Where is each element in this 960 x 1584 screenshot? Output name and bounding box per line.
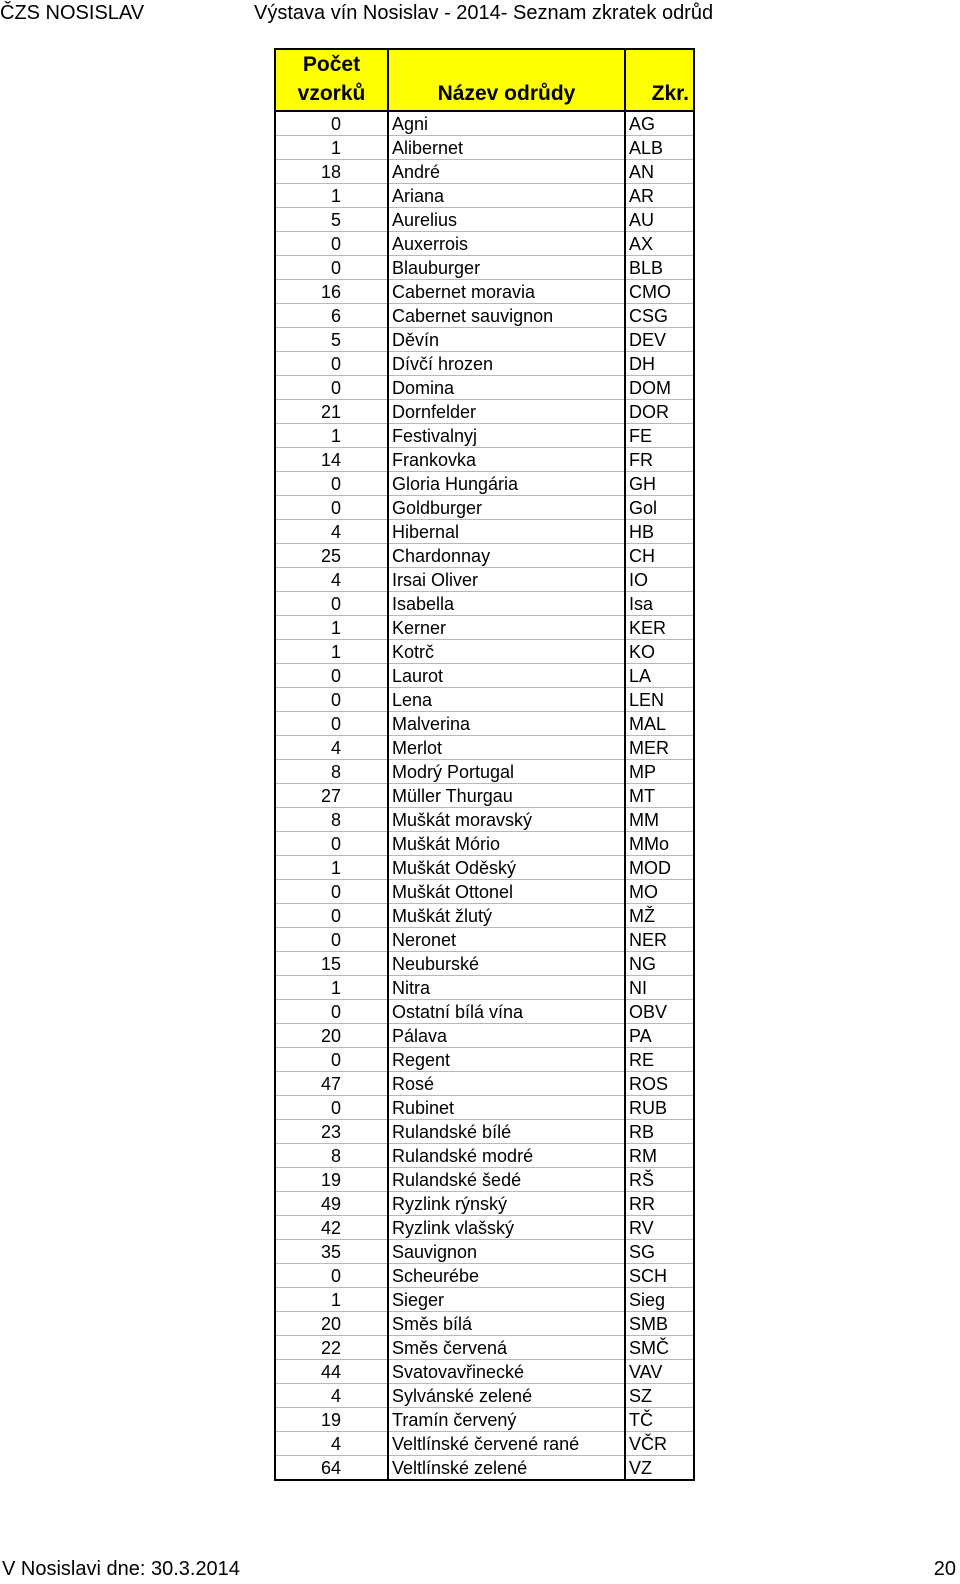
sample-count-cell: 25	[275, 544, 388, 568]
variety-name-cell: Lena	[388, 688, 625, 712]
table-row	[275, 592, 694, 616]
variety-name-cell: Rulandské modré	[388, 1144, 625, 1168]
table-row	[275, 136, 694, 160]
table-row	[275, 304, 694, 328]
sample-count-cell: 20	[275, 1312, 388, 1336]
sample-count-cell: 21	[275, 400, 388, 424]
table-row	[275, 256, 694, 280]
document-title: Výstava vín Nosislav - 2014- Seznam zkratek odrůd	[254, 2, 714, 24]
table-row	[275, 1192, 694, 1216]
table-row	[275, 928, 694, 952]
variety-name-cell: Merlot	[388, 736, 625, 760]
table-row	[275, 544, 694, 568]
variety-name-cell: Irsai Oliver	[388, 568, 625, 592]
abbreviation-cell: VČR	[625, 1432, 694, 1456]
abbreviation-cell: AG	[625, 111, 694, 136]
footer-date: V Nosislavi dne: 30.3.2014	[2, 1558, 240, 1580]
table-row	[275, 400, 694, 424]
abbreviation-cell: SG	[625, 1240, 694, 1264]
abbreviation-cell: KO	[625, 640, 694, 664]
sample-count-cell: 0	[275, 352, 388, 376]
table-row	[275, 328, 694, 352]
sample-count-cell: 0	[275, 832, 388, 856]
variety-name-cell: Pálava	[388, 1024, 625, 1048]
column-header-count-line1: Počet	[302, 53, 361, 76]
abbreviation-cell: RE	[625, 1048, 694, 1072]
table-row	[275, 1360, 694, 1384]
variety-name-cell: Aurelius	[388, 208, 625, 232]
variety-name-cell: Rulandské šedé	[388, 1168, 625, 1192]
variety-name-cell: Sauvignon	[388, 1240, 625, 1264]
variety-name-cell: Dornfelder	[388, 400, 625, 424]
table-row	[275, 376, 694, 400]
abbreviation-cell: HB	[625, 520, 694, 544]
table-header-row	[275, 49, 694, 111]
sample-count-cell: 64	[275, 1456, 388, 1481]
sample-count-cell: 0	[275, 111, 388, 136]
abbreviation-cell: RR	[625, 1192, 694, 1216]
sample-count-cell: 0	[275, 880, 388, 904]
variety-abbreviation-table	[274, 48, 695, 1481]
variety-name-cell: Modrý Portugal	[388, 760, 625, 784]
sample-count-cell: 0	[275, 1048, 388, 1072]
abbreviation-cell: MOD	[625, 856, 694, 880]
abbreviation-cell: OBV	[625, 1000, 694, 1024]
sample-count-cell: 0	[275, 496, 388, 520]
sample-count-cell: 0	[275, 376, 388, 400]
abbreviation-cell: MT	[625, 784, 694, 808]
table-row	[275, 1216, 694, 1240]
table-row	[275, 1336, 694, 1360]
abbreviation-cell: NI	[625, 976, 694, 1000]
abbreviation-cell: DOR	[625, 400, 694, 424]
table-row	[275, 904, 694, 928]
abbreviation-cell: MM	[625, 808, 694, 832]
sample-count-cell: 6	[275, 304, 388, 328]
abbreviation-cell: VZ	[625, 1456, 694, 1481]
sample-count-cell: 42	[275, 1216, 388, 1240]
page-number: 20	[933, 1558, 956, 1580]
variety-name-cell: Muškát Mório	[388, 832, 625, 856]
sample-count-cell: 15	[275, 952, 388, 976]
sample-count-cell: 0	[275, 904, 388, 928]
variety-name-cell: Kotrč	[388, 640, 625, 664]
table-row	[275, 664, 694, 688]
abbreviation-cell: ROS	[625, 1072, 694, 1096]
sample-count-cell: 4	[275, 1432, 388, 1456]
abbreviation-cell: NG	[625, 952, 694, 976]
variety-name-cell: Ryzlink rýnský	[388, 1192, 625, 1216]
table-row	[275, 232, 694, 256]
sample-count-cell: 19	[275, 1408, 388, 1432]
sample-count-cell: 4	[275, 520, 388, 544]
abbreviation-cell: SZ	[625, 1384, 694, 1408]
table-row	[275, 640, 694, 664]
variety-name-cell: Sylvánské zelené	[388, 1384, 625, 1408]
table-row	[275, 1000, 694, 1024]
table-row	[275, 688, 694, 712]
variety-name-cell: Hibernal	[388, 520, 625, 544]
sample-count-cell: 8	[275, 808, 388, 832]
sample-count-cell: 0	[275, 256, 388, 280]
sample-count-cell: 0	[275, 664, 388, 688]
abbreviation-cell: SCH	[625, 1264, 694, 1288]
table-row	[275, 1432, 694, 1456]
variety-name-cell: Frankovka	[388, 448, 625, 472]
abbreviation-cell: CMO	[625, 280, 694, 304]
variety-name-cell: Muškát Ottonel	[388, 880, 625, 904]
abbreviation-cell: DH	[625, 352, 694, 376]
column-header-abbreviation: Zkr.	[625, 49, 694, 111]
table-row	[275, 160, 694, 184]
variety-name-cell: Neuburské	[388, 952, 625, 976]
sample-count-cell: 1	[275, 976, 388, 1000]
sample-count-cell: 20	[275, 1024, 388, 1048]
table-row	[275, 1120, 694, 1144]
variety-name-cell: Cabernet sauvignon	[388, 304, 625, 328]
sample-count-cell: 4	[275, 568, 388, 592]
abbreviation-cell: DOM	[625, 376, 694, 400]
variety-name-cell: Svatovavřinecké	[388, 1360, 625, 1384]
table-row	[275, 784, 694, 808]
variety-name-cell: Sieger	[388, 1288, 625, 1312]
sample-count-cell: 0	[275, 712, 388, 736]
variety-name-cell: Isabella	[388, 592, 625, 616]
table-row	[275, 472, 694, 496]
abbreviation-cell: RM	[625, 1144, 694, 1168]
variety-name-cell: Chardonnay	[388, 544, 625, 568]
sample-count-cell: 16	[275, 280, 388, 304]
abbreviation-cell: RB	[625, 1120, 694, 1144]
variety-name-cell: Nitra	[388, 976, 625, 1000]
variety-name-cell: Ostatní bílá vína	[388, 1000, 625, 1024]
sample-count-cell: 14	[275, 448, 388, 472]
table-row	[275, 952, 694, 976]
abbreviation-cell: RUB	[625, 1096, 694, 1120]
table-row	[275, 1264, 694, 1288]
variety-name-cell: Ryzlink vlašský	[388, 1216, 625, 1240]
sample-count-cell: 35	[275, 1240, 388, 1264]
abbreviation-cell: LA	[625, 664, 694, 688]
abbreviation-cell: RV	[625, 1216, 694, 1240]
table-body	[275, 111, 694, 1480]
variety-name-cell: Rulandské bílé	[388, 1120, 625, 1144]
table-row	[275, 1408, 694, 1432]
abbreviation-cell: CSG	[625, 304, 694, 328]
sample-count-cell: 1	[275, 856, 388, 880]
abbreviation-cell: NER	[625, 928, 694, 952]
sample-count-cell: 1	[275, 1288, 388, 1312]
table-row	[275, 1288, 694, 1312]
sample-count-cell: 1	[275, 184, 388, 208]
variety-name-cell: Muškát žlutý	[388, 904, 625, 928]
variety-name-cell: Regent	[388, 1048, 625, 1072]
abbreviation-cell: VAV	[625, 1360, 694, 1384]
variety-name-cell: Směs červená	[388, 1336, 625, 1360]
abbreviation-cell: Isa	[625, 592, 694, 616]
variety-name-cell: Laurot	[388, 664, 625, 688]
variety-name-cell: Děvín	[388, 328, 625, 352]
table-row	[275, 520, 694, 544]
table-row	[275, 712, 694, 736]
column-header-name: Název odrůdy	[388, 49, 625, 111]
sample-count-cell: 8	[275, 760, 388, 784]
abbreviation-cell: MMo	[625, 832, 694, 856]
organization-title: ČZS NOSISLAV	[0, 2, 145, 24]
column-header-count	[275, 49, 388, 111]
table-row	[275, 184, 694, 208]
abbreviation-cell: ALB	[625, 136, 694, 160]
abbreviation-cell: Sieg	[625, 1288, 694, 1312]
sample-count-cell: 0	[275, 592, 388, 616]
sample-count-cell: 27	[275, 784, 388, 808]
variety-name-cell: Festivalnyj	[388, 424, 625, 448]
variety-name-cell: Cabernet moravia	[388, 280, 625, 304]
table-row	[275, 280, 694, 304]
variety-name-cell: Kerner	[388, 616, 625, 640]
abbreviation-cell: IO	[625, 568, 694, 592]
variety-name-cell: Malverina	[388, 712, 625, 736]
table-row	[275, 1096, 694, 1120]
abbreviation-cell: LEN	[625, 688, 694, 712]
table-row	[275, 1240, 694, 1264]
table-row	[275, 352, 694, 376]
sample-count-cell: 0	[275, 1000, 388, 1024]
table-row	[275, 736, 694, 760]
sample-count-cell: 0	[275, 1264, 388, 1288]
abbreviation-cell: AX	[625, 232, 694, 256]
sample-count-cell: 8	[275, 1144, 388, 1168]
abbreviation-cell: FR	[625, 448, 694, 472]
sample-count-cell: 47	[275, 1072, 388, 1096]
sample-count-cell: 0	[275, 1096, 388, 1120]
variety-name-cell: Auxerrois	[388, 232, 625, 256]
sample-count-cell: 1	[275, 640, 388, 664]
abbreviation-cell: KER	[625, 616, 694, 640]
table-row	[275, 1072, 694, 1096]
abbreviation-cell: AR	[625, 184, 694, 208]
table-row	[275, 1144, 694, 1168]
table-row	[275, 496, 694, 520]
abbreviation-cell: TČ	[625, 1408, 694, 1432]
variety-name-cell: Veltlínské červené rané	[388, 1432, 625, 1456]
sample-count-cell: 18	[275, 160, 388, 184]
variety-name-cell: Veltlínské zelené	[388, 1456, 625, 1481]
abbreviation-cell: AN	[625, 160, 694, 184]
table-row	[275, 448, 694, 472]
abbreviation-cell: DEV	[625, 328, 694, 352]
variety-name-cell: Agni	[388, 111, 625, 136]
sample-count-cell: 22	[275, 1336, 388, 1360]
table-row	[275, 111, 694, 136]
abbreviation-cell: MAL	[625, 712, 694, 736]
table-row	[275, 1024, 694, 1048]
sample-count-cell: 0	[275, 232, 388, 256]
table-row	[275, 880, 694, 904]
variety-name-cell: Muškát moravský	[388, 808, 625, 832]
variety-name-cell: Domina	[388, 376, 625, 400]
abbreviation-cell: SMB	[625, 1312, 694, 1336]
table-row	[275, 1384, 694, 1408]
variety-name-cell: Alibernet	[388, 136, 625, 160]
abbreviation-cell: RŠ	[625, 1168, 694, 1192]
variety-name-cell: Goldburger	[388, 496, 625, 520]
table-row	[275, 1048, 694, 1072]
sample-count-cell: 0	[275, 928, 388, 952]
variety-name-cell: André	[388, 160, 625, 184]
abbreviation-cell: SMČ	[625, 1336, 694, 1360]
table-row	[275, 832, 694, 856]
table-row	[275, 208, 694, 232]
sample-count-cell: 0	[275, 688, 388, 712]
sample-count-cell: 1	[275, 616, 388, 640]
abbreviation-cell: MO	[625, 880, 694, 904]
abbreviation-cell: AU	[625, 208, 694, 232]
variety-name-cell: Muškát Oděský	[388, 856, 625, 880]
sample-count-cell: 4	[275, 1384, 388, 1408]
variety-name-cell: Scheurébe	[388, 1264, 625, 1288]
sample-count-cell: 0	[275, 472, 388, 496]
table-row	[275, 1168, 694, 1192]
table-row	[275, 424, 694, 448]
abbreviation-cell: GH	[625, 472, 694, 496]
sample-count-cell: 49	[275, 1192, 388, 1216]
variety-name-cell: Ariana	[388, 184, 625, 208]
variety-name-cell: Müller Thurgau	[388, 784, 625, 808]
variety-name-cell: Směs bílá	[388, 1312, 625, 1336]
variety-name-cell: Rubinet	[388, 1096, 625, 1120]
table-row	[275, 976, 694, 1000]
table-row	[275, 616, 694, 640]
table-row	[275, 856, 694, 880]
variety-name-cell: Blauburger	[388, 256, 625, 280]
abbreviation-cell: PA	[625, 1024, 694, 1048]
abbreviation-cell: MŽ	[625, 904, 694, 928]
abbreviation-cell: Gol	[625, 496, 694, 520]
variety-name-cell: Gloria Hungária	[388, 472, 625, 496]
table-row	[275, 1456, 694, 1481]
sample-count-cell: 44	[275, 1360, 388, 1384]
sample-count-cell: 19	[275, 1168, 388, 1192]
abbreviation-cell: MER	[625, 736, 694, 760]
abbreviation-cell: CH	[625, 544, 694, 568]
table-row	[275, 808, 694, 832]
table-row	[275, 760, 694, 784]
sample-count-cell: 1	[275, 424, 388, 448]
sample-count-cell: 4	[275, 736, 388, 760]
variety-name-cell: Tramín červený	[388, 1408, 625, 1432]
sample-count-cell: 1	[275, 136, 388, 160]
abbreviation-cell: MP	[625, 760, 694, 784]
sample-count-cell: 23	[275, 1120, 388, 1144]
column-header-count-line2: vzorků	[297, 82, 366, 105]
table-row	[275, 568, 694, 592]
sample-count-cell: 5	[275, 328, 388, 352]
variety-name-cell: Dívčí hrozen	[388, 352, 625, 376]
sample-count-cell: 5	[275, 208, 388, 232]
table-row	[275, 1312, 694, 1336]
abbreviation-cell: BLB	[625, 256, 694, 280]
variety-name-cell: Neronet	[388, 928, 625, 952]
variety-name-cell: Rosé	[388, 1072, 625, 1096]
abbreviation-cell: FE	[625, 424, 694, 448]
